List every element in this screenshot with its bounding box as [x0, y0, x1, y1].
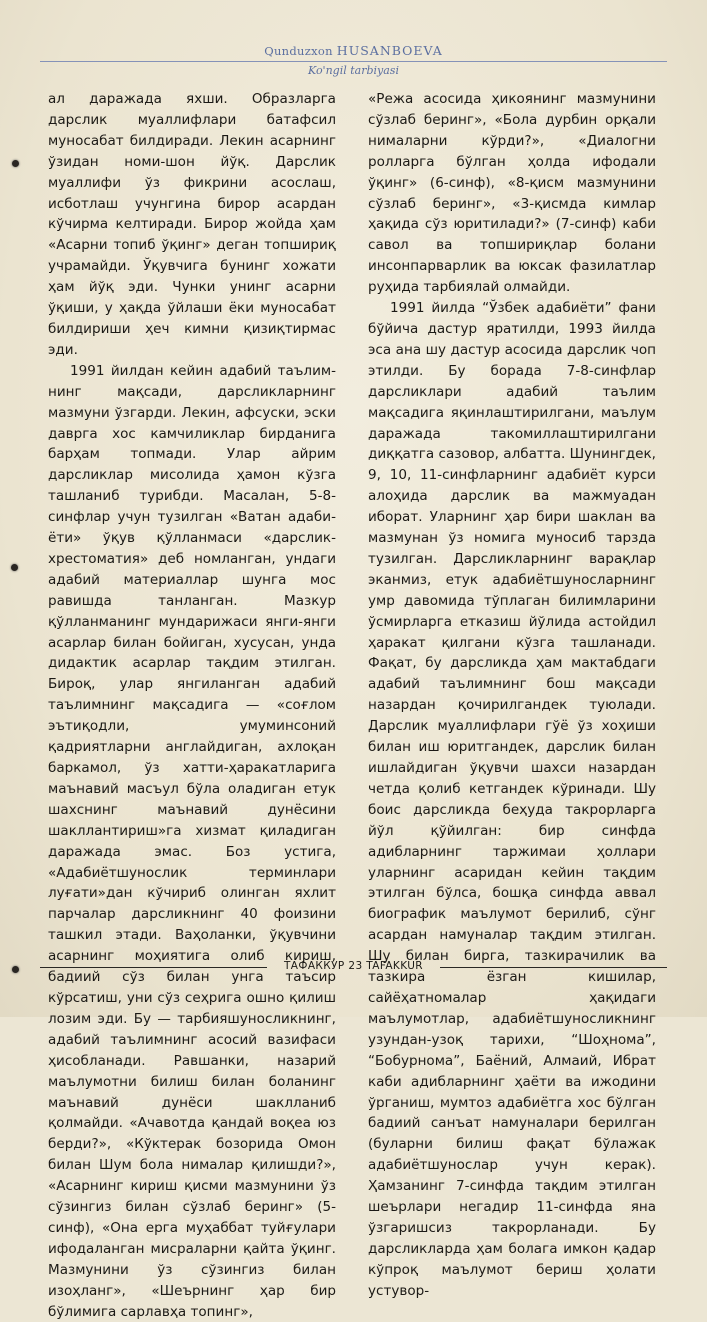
paragraph: 1991 йилда “Ўзбек адабиёти” фани бўйича дастур яратилди, 1993 йилда эса ана шу дастур асосида дарслик чоп этилди. Бу борада 7-8-синфлар дарсликлари адабий таълим мақсадига яқинлаштирилгани, маълум даражада такомиллаштирилгани диққатга сазовор, албатта. Шунингдек, 9, 10, 11-синфларнинг адабиёт курси алоҳида дарслик ва мажмуадан иборат. Уларнинг ҳар бири шаклан ва мазмунан ўз номига муносиб тарзда тузилган. Дарсликларнинг варақлар эканмиз, етук адабиётшуносларнинг умр давомида тўплаган билимларини ўсмирларга етказиш йўлида астойдил ҳаракат қилгани кўзга ташланади. Фақат, бу дарсликда ҳам мактабдаги адабий таълимнинг бош мақсади назардан қочирилгандек туюлади. Дарслик муаллифлари гўё ўз хоҳиши билан иш юритгандек, дарслик билан ишлайдиган ўқувчи шахси назардан четда қолиб кетгандек кўринади. Шу боис дарсликда беҳуда такрорларга йўл қўйилган: бир синфда адибларнинг таржимаи ҳоллари уларнинг асаридан кейин тақдим этилган бўлса, бошқа синфда аввал биографик маълумот берилиб, сўнг асардан намуналар тақдим этилган. Шу билан бирга, тазкирачилик ва тазкира ёзган кишилар, сайёҳатномалар ҳақидаги маълумотлар, адабиётшуносликнинг узундан-узоқ тарихи, “Шоҳнома”, “Бобурнома”, Баёний, Алмаий, Ибрат каби адибларнинг ҳаёти ва ижодини ўрганиш, мумтоз адабиётга хос бўлган бадиий санъат намуналари берилган (буларни билиш фақат бўлажак адабиётшунослар учун керак). Ҳамзанинг 7-синфда тақдим этилган шеърлари негадир 11-синфда яна ўзгаришсиз такрорланади. Бу дарсликларда ҳам болага имкон қадар кўпроқ маълумот бериш ҳолати устувор-	[368, 300, 656, 1299]
right-column	[368, 89, 656, 1302]
footer-label: ТАФАККУР 23 TAFAKKUR	[283, 960, 423, 972]
header-rule	[40, 61, 667, 62]
footer-rule-right	[440, 967, 667, 968]
punch-hole-mark	[11, 564, 18, 571]
paragraph: 1991 йилдан кейин адабий таълимнинг мақсади, дарсликларнинг мазмуни ўзгарди. Лекин, афсуски, эски даврга хос камчиликлар бирданига барҳам топмади. Улар айрим дарсликлар мисолида ҳамон кўзга ташланиб турибди. Масалан, 5-8-синфлар учун тузилган «Ватан адабиёти» ўқув қўлланмаси «дарслик-хрестоматия» деб номланган, ундаги адабий материаллар шунга мос равишда танланган. Мазкур қўлланманинг мундарижаси янги-янги асарлар билан бойиган, хусусан, унда дидактик асарлар тақдим этилган. Бироқ, улар янгиланган адабий таълимнинг мақсадига — «соғлом эътиқодли, умуминсоний қадриятларни англайдиган, ахлоқан баркамол, ўз хатти-ҳаракатларига маънавий масъул бўла оладиган етук шахснинг маънавий дунёсини шакллантириш»га хизмат қиладиган даражада эмас. Боз устига, «Адабиётшунослик терминлари луғати»дан кўчириб олинган яхлит парчалар дарсликнинг 40 фоизини ташкил этади. Ваҳоланки, ўқувчини асарнинг моҳиятига олиб кириш, бадиий сўз билан унга таъсир кўрсатиш, уни сўз сеҳрига ошно қилиш лозим эди. Бу — тарбияшуносликнинг, адабий таълимнинг асосий вазифаси ҳисобланади. Равшанки, назарий маълумотни билиш билан боланинг маънавий дунёси шаклланиб қолмайди. «Ачавотда қандай воқеа юз берди?», «Кўктерак бозорида Омон билан Шум бола нималар қилишди?», «Асарнинг кириш қисми мазмунини ўз сўзингиз билан сўзлаб беринг» (5-синф), «Она ерга муҳаббат туйғулари ифодаланган мисраларни қайта ўқинг. Мазмунини ўз сўзингиз билан изоҳланг», «Шеърнинг ҳар бир бўлимига сарлавҳа топинг»,	[48, 362, 336, 1320]
author-first-name: Qunduzxon	[264, 44, 333, 58]
punch-hole-mark	[12, 966, 19, 973]
page-footer	[40, 960, 667, 974]
left-column	[48, 89, 336, 1322]
book-title: Ko'ngil tarbiyasi	[308, 64, 399, 77]
running-head	[0, 43, 707, 77]
paragraph: ал даражада яхши. Образларга дарслик муаллифлари батафсил муносабат билдиради. Лекин асарнинг ўзидан номи-шон йўқ. Дарслик муаллифи ўз фикрини асослаш, исботлаш учунгина бирор асардан кўчирма келтиради. Бирор жойда ҳам «Асарни топиб ўқинг» деган топшириқ учрамайди. Ўқувчига бунинг хожати ҳам йўқ эди. Чунки унинг асарни ўқиши, у ҳақда ўйлаши ёки муносабат билдириши ҳеч кимни қизиқтирмас эди.	[48, 91, 336, 358]
punch-hole-mark	[12, 160, 19, 167]
author-last-name: HUSANBOEVA	[336, 43, 443, 58]
paragraph: «Режа асосида ҳикоянинг мазмунини сўзлаб беринг», «Бола дурбин орқали нималарни кўрди?», «Диалогни ролларга бўлган ҳолда ифодали ўқинг» (6-синф), «8-қисм мазмунини сўзлаб беринг», «3-қисмда кимлар ҳақида сўз юритилади?» (7-синф) каби савол ва топшириқлар болани инсонпарварлик ва юксак фазилатлар руҳида тарбиялай олмайди.	[368, 91, 656, 296]
author-name	[0, 44, 707, 58]
